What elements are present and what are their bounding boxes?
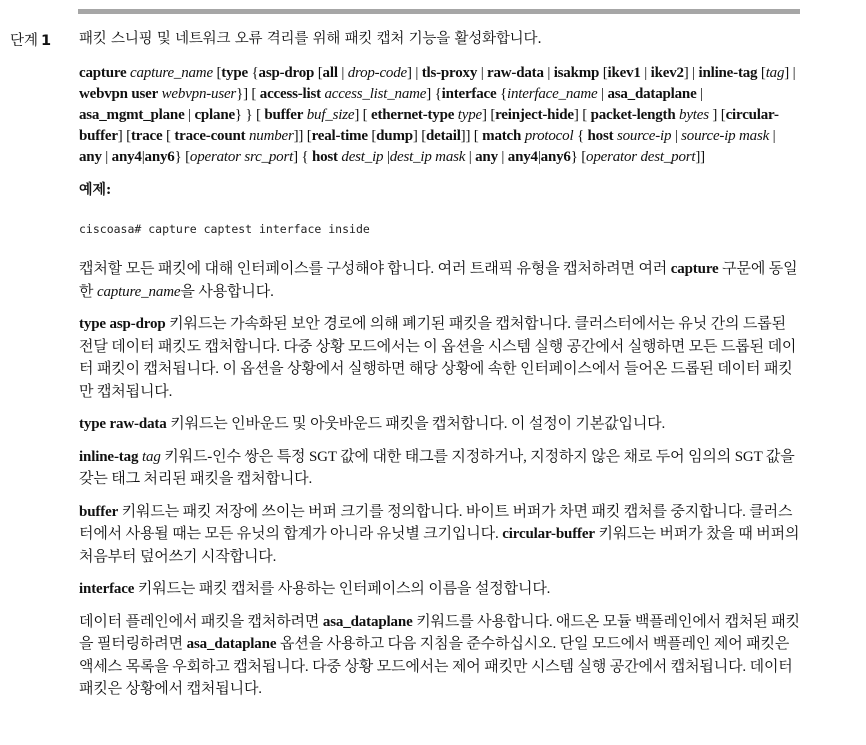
top-divider xyxy=(78,9,800,14)
description-paragraph xyxy=(79,501,801,569)
text-run: 키워드는 인바운드 및 아웃바운드 패킷을 캡처합니다. 이 설정이 기본값입니다. xyxy=(166,416,666,432)
argument: operator dest_port xyxy=(586,149,696,165)
text-run: 키워드-인수 쌍은 특정 SGT 값에 대한 태그를 지정하거나, 지정하지 않은 채로 두어 임의의 SGT 값을 갖는 태그 처리된 패킷을 캡처합니다. xyxy=(79,448,795,487)
command-syntax xyxy=(79,63,801,168)
keyword: capture xyxy=(670,261,719,277)
argument: bytes xyxy=(679,107,709,123)
text-run: ] [ xyxy=(117,128,131,144)
text-run: { xyxy=(496,86,508,102)
argument: access_list_name xyxy=(324,86,427,102)
keyword: packet-length xyxy=(590,107,676,123)
text-run: ] { xyxy=(426,86,442,102)
text-run: | xyxy=(383,149,390,165)
argument: capture_name xyxy=(96,283,181,300)
text-run: | xyxy=(640,65,651,81)
keyword: any6 xyxy=(144,149,175,165)
text-run: { xyxy=(573,128,588,144)
text-run: | xyxy=(497,149,508,165)
keyword: any6 xyxy=(540,149,571,165)
example-label: 예제: xyxy=(79,182,112,198)
keyword: type asp-drop xyxy=(79,316,166,332)
text-run: ] [ xyxy=(573,107,591,123)
description-paragraphs xyxy=(79,258,801,701)
text-run: 키워드는 가속화된 보안 경로에 의해 폐기된 패킷을 캡처합니다. 클러스터에서는 유닛 간의 드롭된 전달 데이터 패킷도 캡처합니다. 다중 상황 모드에서는 이 옵션을 시스템 실행 공간에서 실행하면 모든 드롭된 데이터 패킷이 캡처됩니다. 이 옵션을 상황에서 실행하면 해당 상황에 속한 인터페이스에서 들어온 드롭된 데이터 패킷만 캡처됩니다. xyxy=(79,316,797,400)
keyword: real-time xyxy=(311,128,368,144)
keyword: host xyxy=(587,128,614,144)
argument: capture_name xyxy=(130,65,213,81)
keyword: tls-proxy xyxy=(421,65,478,81)
step-label-text: 단계 xyxy=(10,33,39,49)
keyword: ikev1 xyxy=(607,65,641,81)
keyword: inline-tag xyxy=(698,65,758,81)
example-code: ciscoasa# capture captest interface inside xyxy=(79,222,370,236)
text-run: 키워드는 패킷 캡처를 사용하는 인터페이스의 이름을 설정합니다. xyxy=(134,581,551,597)
text-run: ] [ xyxy=(708,107,726,123)
argument: operator src_port xyxy=(189,149,294,165)
keyword: cplane xyxy=(194,107,235,123)
argument: dest_ip mask xyxy=(389,149,466,165)
keyword: raw-data xyxy=(487,65,544,81)
step-number: 1 xyxy=(41,33,52,49)
text-run: | xyxy=(141,149,145,165)
keyword: interface xyxy=(441,86,497,102)
text-run: | xyxy=(184,107,195,123)
text-run: | xyxy=(337,65,348,81)
text-run: | xyxy=(597,86,608,102)
keyword: reinject-hide xyxy=(495,107,574,123)
keyword: inline-tag xyxy=(79,448,139,465)
text-run: { xyxy=(247,65,259,81)
text-run: ] | xyxy=(407,65,422,81)
argument: tag xyxy=(765,65,785,81)
text-run: } [ xyxy=(174,149,190,165)
description-paragraph xyxy=(79,578,801,601)
keyword: dump xyxy=(376,128,413,144)
keyword: trace xyxy=(130,128,163,144)
text-run: ] | xyxy=(784,65,796,81)
description-paragraph xyxy=(79,258,801,303)
keyword: circular-buffer xyxy=(79,107,779,144)
step-title: 패킷 스니핑 및 네트워크 오류 격리를 위해 패킷 캡처 기능을 활성화합니다. xyxy=(79,31,542,47)
text-run: | xyxy=(543,65,554,81)
argument: type xyxy=(457,107,482,123)
text-run: 데이터 플레인에서 패킷을 캡처하려면 xyxy=(79,613,323,630)
text-run: [ xyxy=(212,65,222,81)
text-run: ]] xyxy=(695,149,705,165)
step-content xyxy=(79,29,801,711)
description-paragraph xyxy=(79,611,801,701)
keyword: host xyxy=(311,149,338,165)
argument: source-ip mask xyxy=(681,128,770,144)
text-run: | xyxy=(696,86,703,102)
text-run: 키워드는 버퍼가 찼을 때 버퍼의 처음부터 덮어쓰기 시작합니다. xyxy=(79,526,800,565)
description-paragraph xyxy=(79,313,801,403)
keyword: trace-count xyxy=(174,128,246,144)
keyword: asa_dataplane xyxy=(186,636,277,652)
text-run: 옵션을 사용하고 다음 지침을 준수하십시오. 단일 모드에서 백플레인 제어 패킷은 액세스 목록을 우회하고 캡처됩니다. 다중 상황 모드에서는 제어 패킷만 시스템 실행 공간에서 캡처됩니다. 데이터 패킷은 상황에서 캡처됩니다. xyxy=(79,636,793,697)
text-run: | xyxy=(769,128,776,144)
argument: protocol xyxy=(524,128,574,144)
description-paragraph xyxy=(79,413,801,436)
text-run: [ xyxy=(162,128,175,144)
text-run: ] [ xyxy=(354,107,372,123)
keyword: isakmp xyxy=(553,65,600,81)
text-run: 구문에 동일한 xyxy=(79,261,798,300)
text-run: [ xyxy=(314,65,323,81)
argument: buf_size xyxy=(306,107,355,123)
description-paragraph xyxy=(79,446,801,491)
text-run: 키워드는 패킷 저장에 쓰이는 버퍼 크기를 정의합니다. 바이트 버퍼가 차면 패킷 캡처를 중지합니다. 클러스터에서 사용될 때는 모든 유닛의 합계가 아니라 유닛별 크기입니다. xyxy=(79,503,793,542)
argument: drop-code xyxy=(347,65,407,81)
text-run: | xyxy=(101,149,112,165)
text-run: | xyxy=(671,128,682,144)
text-run: ] [ xyxy=(481,107,496,123)
text-run: [ xyxy=(599,65,608,81)
keyword: webvpn user xyxy=(79,86,159,102)
text-run: | xyxy=(465,149,476,165)
text-run: }] [ xyxy=(236,86,260,102)
text-run: 키워드를 사용합니다. 애드온 모듈 백플레인에서 캡처된 패킷을 필터링하려면 xyxy=(79,613,800,652)
keyword: detail xyxy=(426,128,461,144)
step-label xyxy=(10,29,51,50)
text-run: 캡처할 모든 패킷에 대해 인터페이스를 구성해야 합니다. 여러 트래픽 유형을 캡처하려면 여러 xyxy=(79,261,671,277)
text-run: [ xyxy=(367,128,377,144)
argument: webvpn-user xyxy=(161,86,237,102)
keyword: any xyxy=(79,149,102,165)
keyword: ethernet-type xyxy=(371,107,455,123)
argument: interface_name xyxy=(507,86,598,102)
keyword: buffer xyxy=(264,107,304,123)
argument: dest_ip xyxy=(341,149,384,165)
keyword: circular-buffer xyxy=(502,526,595,542)
keyword: any4 xyxy=(507,149,538,165)
keyword: any4 xyxy=(111,149,142,165)
text-run: } [ xyxy=(570,149,587,165)
keyword: buffer xyxy=(79,503,119,520)
keyword: type raw-data xyxy=(79,416,167,432)
keyword: asa_dataplane xyxy=(607,86,697,102)
text-run: | xyxy=(537,149,541,165)
keyword: asa_dataplane xyxy=(322,613,413,630)
keyword: interface xyxy=(79,581,135,597)
keyword: match xyxy=(482,128,522,144)
keyword: capture xyxy=(79,65,127,81)
keyword: all xyxy=(322,65,338,81)
keyword: type xyxy=(221,65,248,81)
text-run: [ xyxy=(757,65,766,81)
keyword: ikev2 xyxy=(650,65,684,81)
keyword: asp-drop xyxy=(258,65,315,81)
text-run: 을 사용합니다. xyxy=(180,283,274,300)
argument: number xyxy=(248,128,294,144)
argument: tag xyxy=(141,448,161,465)
text-run: ] | xyxy=(683,65,699,81)
keyword: any xyxy=(475,149,498,165)
keyword: access-list xyxy=(259,86,321,102)
text-run: } } [ xyxy=(234,107,265,123)
argument: source-ip xyxy=(616,128,672,144)
text-run: ]] [ xyxy=(293,128,312,144)
text-run: ]] [ xyxy=(460,128,483,144)
text-run: | xyxy=(477,65,488,81)
text-run: ] [ xyxy=(412,128,427,144)
keyword: asa_mgmt_plane xyxy=(79,107,185,123)
text-run: ] { xyxy=(293,149,312,165)
